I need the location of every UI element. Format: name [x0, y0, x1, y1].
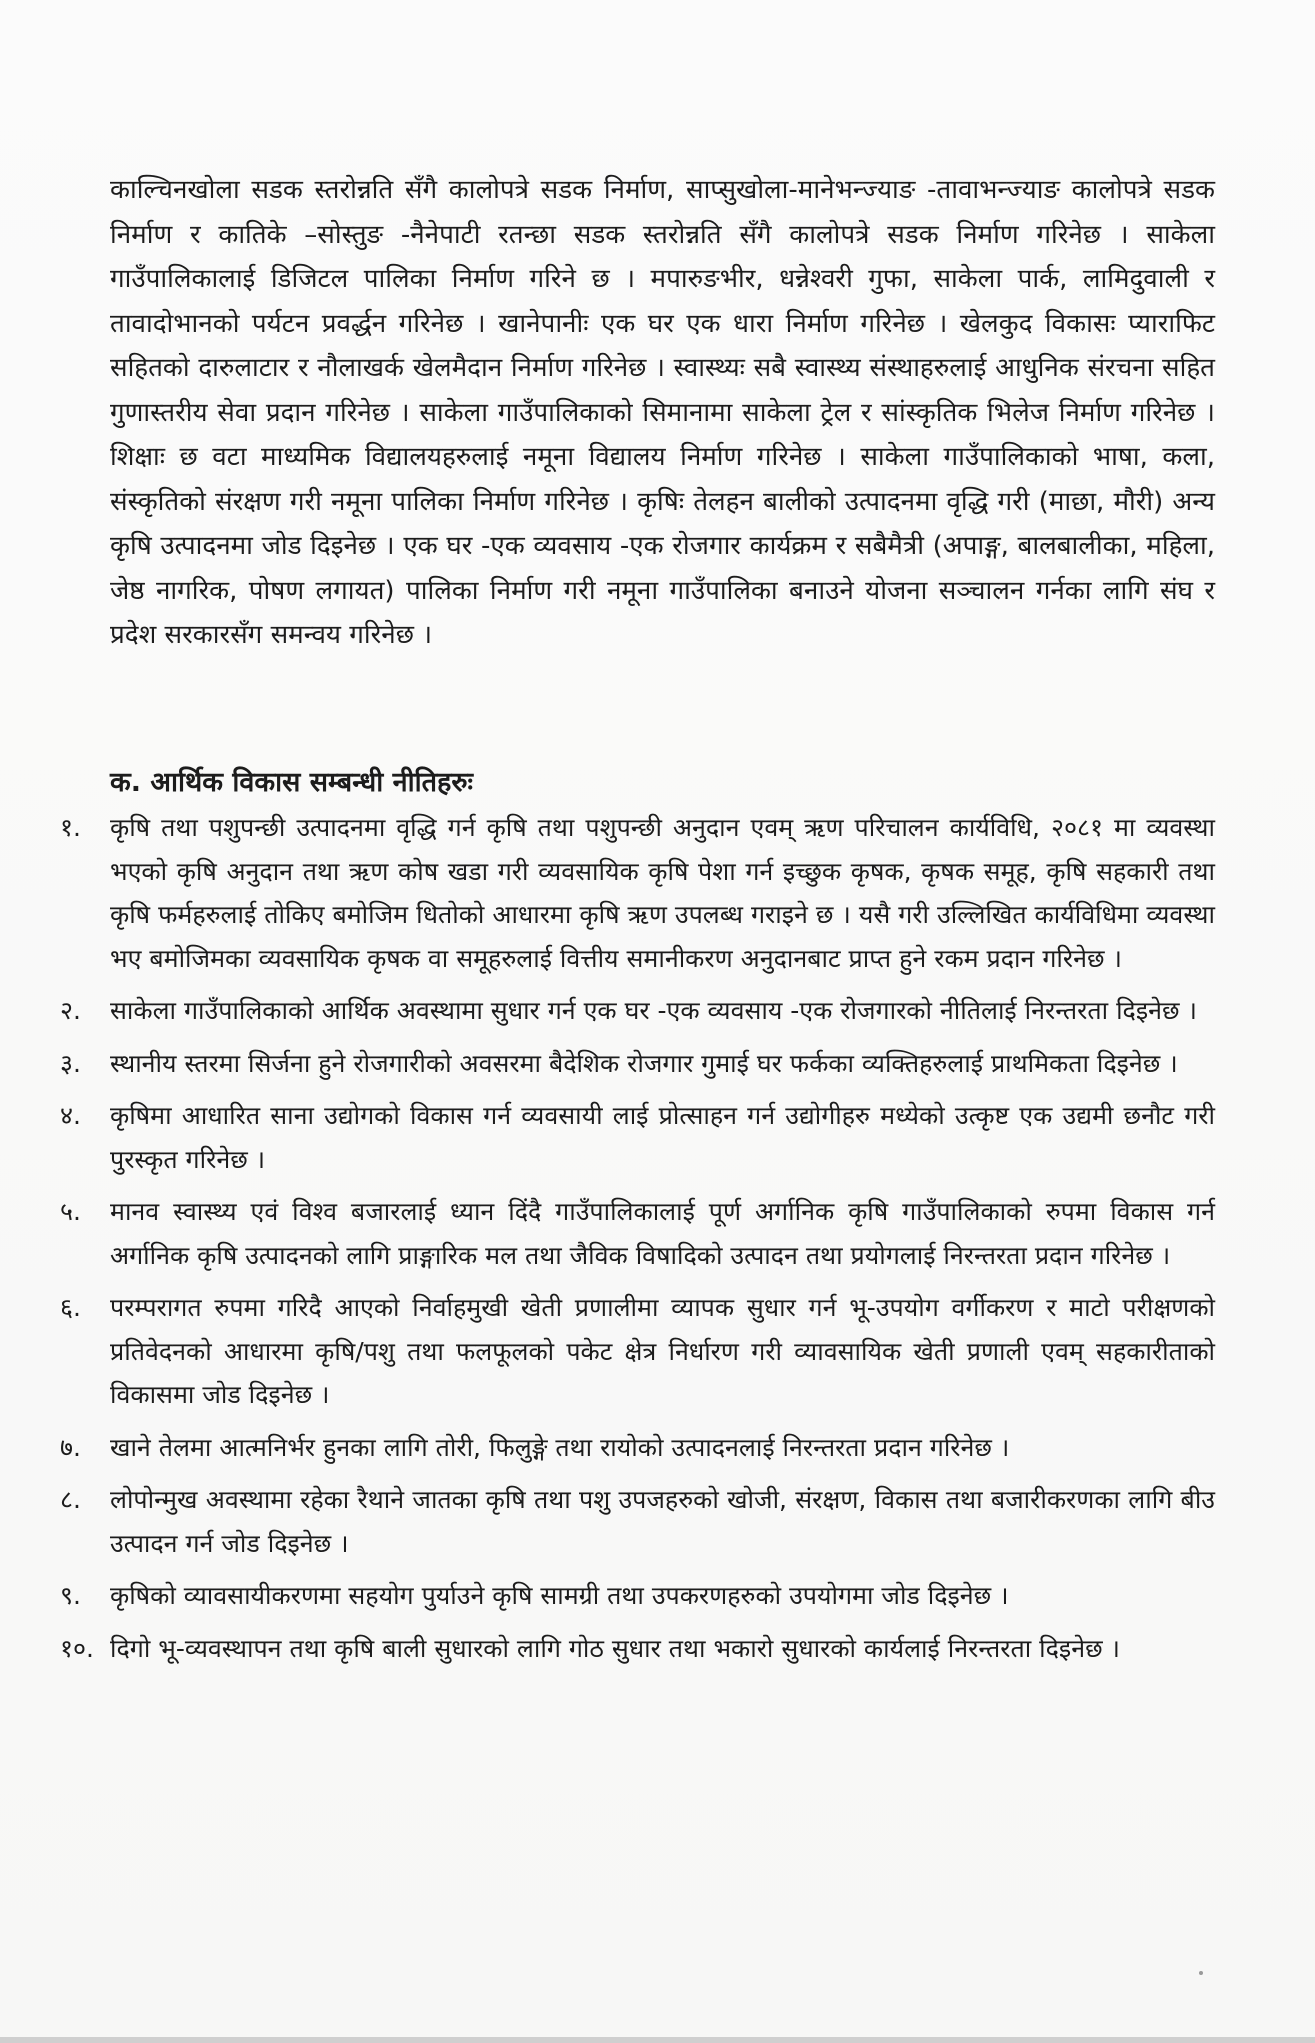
policy-text: कृषिमा आधारित साना उद्योगको विकास गर्न व्यवसायी लाई प्रोत्साहन गर्न उद्योगीहरु मध्येको उत्कृष्ट एक उद्यमी छनौट गरी पुरस्कृत गरिनेछ । — [110, 1101, 1215, 1174]
section-heading: क. आर्थिक विकास सम्बन्धी नीतिहरुः — [110, 767, 473, 798]
policy-item-6 — [60, 1286, 1215, 1417]
policy-number: २. — [60, 996, 81, 1025]
policy-number: ५. — [60, 1197, 81, 1226]
policy-number: १०. — [60, 1633, 94, 1663]
policy-number: ७. — [60, 1432, 81, 1462]
policy-item-10 — [60, 1627, 1215, 1671]
policy-number: १. — [60, 813, 81, 842]
policy-text: परम्परागत रुपमा गरिदै आएको निर्वाहमुखी खेती प्रणालीमा व्यापक सुधार गर्न भू-उपयोग वर्गीकरण र माटो परीक्षणको प्रतिवेदनको आधारमा कृषि/पशु तथा फलफूलको पकेट क्षेत्र निर्धारण गरी व्यावसायिक खेती प्रणाली एवम् सहकारीताको विकासमा जोड दिइनेछ । — [110, 1293, 1215, 1409]
policy-item-3 — [60, 1042, 1215, 1086]
policy-text: दिगो भू-व्यवस्थापन तथा कृषि बाली सुधारको लागि गोठ सुधार तथा भकारो सुधारको कार्यलाई निरन्तरता दिइनेछ । — [110, 1633, 1121, 1663]
policy-item-5 — [60, 1190, 1215, 1277]
policy-number: ६. — [60, 1293, 81, 1322]
policy-text: स्थानीय स्तरमा सिर्जना हुने रोजगारीको अवसरमा बैदेशिक रोजगार गुमाई घर फर्कका व्यक्तिहरुलाई प्राथमिकता दिइनेछ । — [110, 1048, 1178, 1078]
scan-speck — [1199, 1971, 1203, 1975]
policy-text: कृषिको व्यावसायीकरणमा सहयोग पुर्याउने कृषि सामग्री तथा उपकरणहरुको उपयोगमा जोड दिइनेछ । — [110, 1581, 1009, 1610]
policy-text: खाने तेलमा आत्मनिर्भर हुनका लागि तोरी, फिलुङ्गे तथा रायोको उत्पादनलाई निरन्तरता प्रदान गरिनेछ । — [110, 1432, 1010, 1462]
page-bottom-edge — [0, 2037, 1315, 2043]
policy-item-9 — [60, 1574, 1215, 1618]
intro-paragraph: काल्चिनखोला सडक स्तरोन्नति सँगै कालोपत्रे सडक निर्माण, साप्सुखोला-मानेभन्ज्याङ -तावाभन्ज्याङ कालोपत्रे सडक निर्माण र कातिके –सोस्तुङ -नैनेपाटी रतन्छा सडक स्तरोन्नति सँगै कालोपत्रे सडक निर्माण गरिनेछ । साकेला गाउँपालिकालाई डिजिटल पालिका निर्माण गरिने छ । मपारुङभीर, धन्नेश्वरी गुफा, साकेला पार्क, लामिदुवाली र तावादोभानको पर्यटन प्रवर्द्धन गरिनेछ । खानेपानीः एक घर एक धारा निर्माण गरिनेछ । खेलकुद विकासः प्याराफिट सहितको दारुलाटार र नौलाखर्क खेलमैदान निर्माण गरिनेछ । स्वास्थ्यः सबै स्वास्थ्य संस्थाहरुलाई आधुनिक संरचना सहित गुणास्तरीय सेवा प्रदान गरिनेछ । साकेला गाउँपालिकाको सिमानामा साकेला ट्रेल र सांस्कृतिक भिलेज निर्माण गरिनेछ । शिक्षाः छ वटा माध्यमिक विद्यालयहरुलाई नमूना विद्यालय निर्माण गरिनेछ । साकेला गाउँपालिकाको भाषा, कला, संस्कृतिको संरक्षण गरी नमूना पालिका निर्माण गरिनेछ । कृषिः तेलहन बालीको उत्पादनमा वृद्धि गरी (माछा, मौरी) अन्य कृषि उत्पादनमा जोड दिइनेछ । एक घर -एक व्यवसाय -एक रोजगार कार्यक्रम र सबैमैत्री (अपाङ्ग, बालबालीका, महिला, जेष्ठ नागरिक, पोषण लगायत) पालिका निर्माण गरी नमूना गाउँपालिका बनाउने योजना सञ्चालन गर्नका लागि संघ र प्रदेश सरकारसँग समन्वय गरिनेछ । — [110, 175, 1215, 650]
policy-item-2 — [60, 989, 1215, 1033]
policy-number: ४. — [60, 1101, 81, 1130]
policy-item-4 — [60, 1094, 1215, 1181]
policy-item-1 — [60, 806, 1215, 980]
policy-text: मानव स्वास्थ्य एवं विश्व बजारलाई ध्यान दिंदै गाउँपालिकालाई पूर्ण अर्गानिक कृषि गाउँपालिकाको रुपमा विकास गर्न अर्गानिक कृषि उत्पादनको लागि प्राङ्गारिक मल तथा जैविक विषादिको उत्पादन तथा प्रयोगलाई निरन्तरता प्रदान गरिनेछ । — [110, 1197, 1215, 1270]
policy-list — [60, 806, 1215, 1679]
policy-number: ९. — [60, 1581, 81, 1610]
policy-number: ३. — [60, 1048, 81, 1078]
policy-item-7 — [60, 1426, 1215, 1470]
policy-text: कृषि तथा पशुपन्छी उत्पादनमा वृद्धि गर्न कृषि तथा पशुपन्छी अनुदान एवम् ऋण परिचालन कार्यविधि, २०८१ मा व्यवस्था भएको कृषि अनुदान तथा ऋण कोष खडा गरी व्यवसायिक कृषि पेशा गर्न इच्छुक कृषक, कृषक समूह, कृषि सहकारी तथा कृषि फर्महरुलाई तोकिए बमोजिम धितोको आधारमा कृषि ऋण उपलब्ध गराइने छ । यसै गरी उल्लिखित कार्यविधिमा व्यवस्था भए बमोजिमका व्यवसायिक कृषक वा समूहरुलाई वित्तीय समानीकरण अनुदानबाट प्राप्त हुने रकम प्रदान गरिनेछ । — [110, 813, 1215, 973]
policy-number: ८. — [60, 1485, 81, 1514]
policy-text: साकेला गाउँपालिकाको आर्थिक अवस्थामा सुधार गर्न एक घर -एक व्यवसाय -एक रोजगारको नीतिलाई निरन्तरता दिइनेछ । — [110, 996, 1197, 1025]
policy-text: लोपोन्मुख अवस्थामा रहेका रैथाने जातका कृषि तथा पशु उपजहरुको खोजी, संरक्षण, विकास तथा बजारीकरणका लागि बीउ उत्पादन गर्न जोड दिइनेछ । — [110, 1485, 1215, 1558]
policy-item-8 — [60, 1478, 1215, 1565]
